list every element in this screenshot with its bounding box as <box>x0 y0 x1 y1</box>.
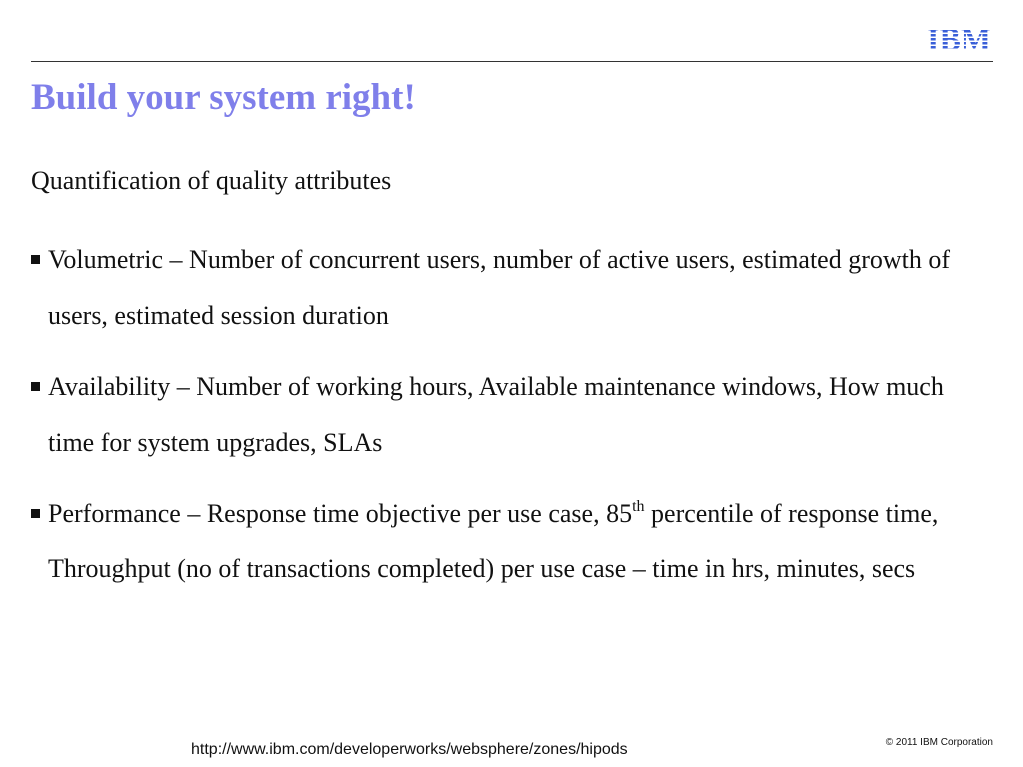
bullet-text-availability: Availability – Number of working hours, Available maintenance windows, How much time for system upgrades, SLAs <box>48 372 944 457</box>
slide-title: Build your system right! <box>31 77 416 118</box>
slide-subtitle: Quantification of quality attributes <box>31 166 392 195</box>
header-divider <box>31 61 993 62</box>
ordinal-superscript: th <box>632 498 645 515</box>
bullet-availability <box>31 359 993 470</box>
square-bullet-icon <box>31 255 40 264</box>
bullet-text-performance-start: Performance – Response time objective per use case, 85 <box>48 499 633 528</box>
ibm-logo-text: IBM <box>927 22 991 53</box>
bullet-text-performance-end: percentile of response time, Throughput (no of transactions completed) per use case – time in hrs, minutes, secs <box>48 499 939 583</box>
square-bullet-icon <box>31 509 40 518</box>
copyright-notice: © 2011 IBM Corporation <box>885 737 993 748</box>
square-bullet-icon <box>31 382 40 391</box>
bullet-performance <box>31 486 993 596</box>
footer-link[interactable]: http://www.ibm.com/developerworks/websphere/zones/hipods <box>191 741 628 758</box>
bullet-volumetric <box>31 232 993 343</box>
ibm-logo <box>925 22 993 53</box>
quality-attributes-list <box>31 232 993 612</box>
bullet-text-volumetric: Volumetric – Number of concurrent users, number of active users, estimated growth of users, estimated session duration <box>48 245 951 330</box>
